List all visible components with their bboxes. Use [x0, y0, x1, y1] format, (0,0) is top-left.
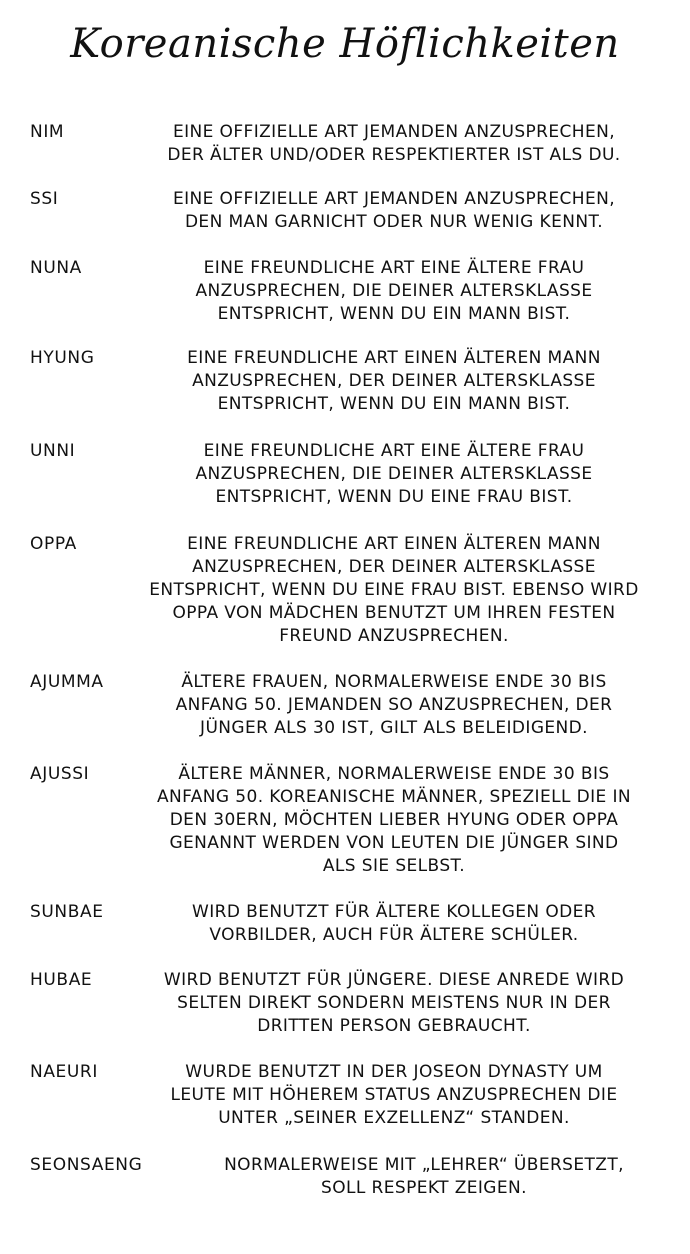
glossary-definition: WIRD BENUTZT FÜR JÜNGERE. DIESE ANREDE WIRD SELTEN DIREKT SONDERN MEISTENS NUR IN DER DRITTEN PERSON GEBRAUCHT. [163, 970, 625, 1036]
glossary-term: HUBAE [30, 970, 93, 990]
glossary-term: SSI [30, 189, 59, 209]
glossary-term: NUNA [30, 258, 82, 278]
glossary-definition: EINE FREUNDLICHE ART EINE ÄLTERE FRAU ANZUSPRECHEN, DIE DEINER ALTERSKLASSE ENTSPRICHT, WENN DU EINE FRAU BIST. [195, 441, 593, 507]
glossary-term: SUNBAE [30, 902, 104, 922]
glossary-definition: WURDE BENUTZT IN DER JOSEON DYNASTY UM LEUTE MIT HÖHEREM STATUS ANZUSPRECHEN DIE UNTER „SEINER EXZELLENZ“ STANDEN. [170, 1062, 618, 1128]
glossary-definition: ÄLTERE FRAUEN, NORMALERWEISE ENDE 30 BIS ANFANG 50. JEMANDEN SO ANZUSPRECHEN, DER JÜNGER ALS 30 IST, GILT ALS BELEIDIGEND. [175, 672, 613, 738]
glossary-term: HYUNG [30, 348, 95, 368]
glossary-definition: EINE FREUNDLICHE ART EINE ÄLTERE FRAU ANZUSPRECHEN, DIE DEINER ALTERSKLASSE ENTSPRICHT, WENN DU EIN MANN BIST. [195, 258, 593, 324]
glossary-term: OPPA [30, 534, 77, 554]
glossary-definition: EINE FREUNDLICHE ART EINEN ÄLTEREN MANN ANZUSPRECHEN, DER DEINER ALTERSKLASSE ENTSPRICHT, WENN DU EINE FRAU BIST. EBENSO WIRD OPPA VON MÄDCHEN BENUTZT UM IHREN FESTEN FREUND ANZUSPRECHEN. [149, 534, 639, 646]
glossary-definition: ÄLTERE MÄNNER, NORMALERWEISE ENDE 30 BIS ANFANG 50. KOREANISCHE MÄNNER, SPEZIELL DIE IN DEN 30ERN, MÖCHTEN LIEBER HYUNG ODER OPPA GENANNT WERDEN VON LEUTEN DIE JÜNGER SIND ALS SIE SELBST. [156, 764, 632, 876]
glossary-definition: NORMALERWEISE MIT „LEHRER“ ÜBERSETZT, SOLL RESPEKT ZEIGEN. [224, 1155, 624, 1198]
glossary-definition: EINE FREUNDLICHE ART EINEN ÄLTEREN MANN ANZUSPRECHEN, DER DEINER ALTERSKLASSE ENTSPRICHT, WENN DU EIN MANN BIST. [187, 348, 601, 414]
glossary-term: UNNI [30, 441, 76, 461]
glossary-definition: EINE OFFIZIELLE ART JEMANDEN ANZUSPRECHEN, DER ÄLTER UND/ODER RESPEKTIERTER IST ALS DU. [167, 122, 621, 165]
glossary-definition: WIRD BENUTZT FÜR ÄLTERE KOLLEGEN ODER VORBILDER, AUCH FÜR ÄLTERE SCHÜLER. [192, 902, 596, 945]
glossary-term: AJUSSI [30, 764, 90, 784]
glossary-term: NIM [30, 122, 65, 142]
glossary-term: SEONSAENG [30, 1155, 143, 1175]
page-title: Koreanische Höflichkeiten [70, 21, 620, 67]
glossary-term: AJUMMA [30, 672, 104, 692]
glossary-definition: EINE OFFIZIELLE ART JEMANDEN ANZUSPRECHEN, DEN MAN GARNICHT ODER NUR WENIG KENNT. [172, 189, 616, 232]
glossary-term: NAEURI [30, 1062, 98, 1082]
